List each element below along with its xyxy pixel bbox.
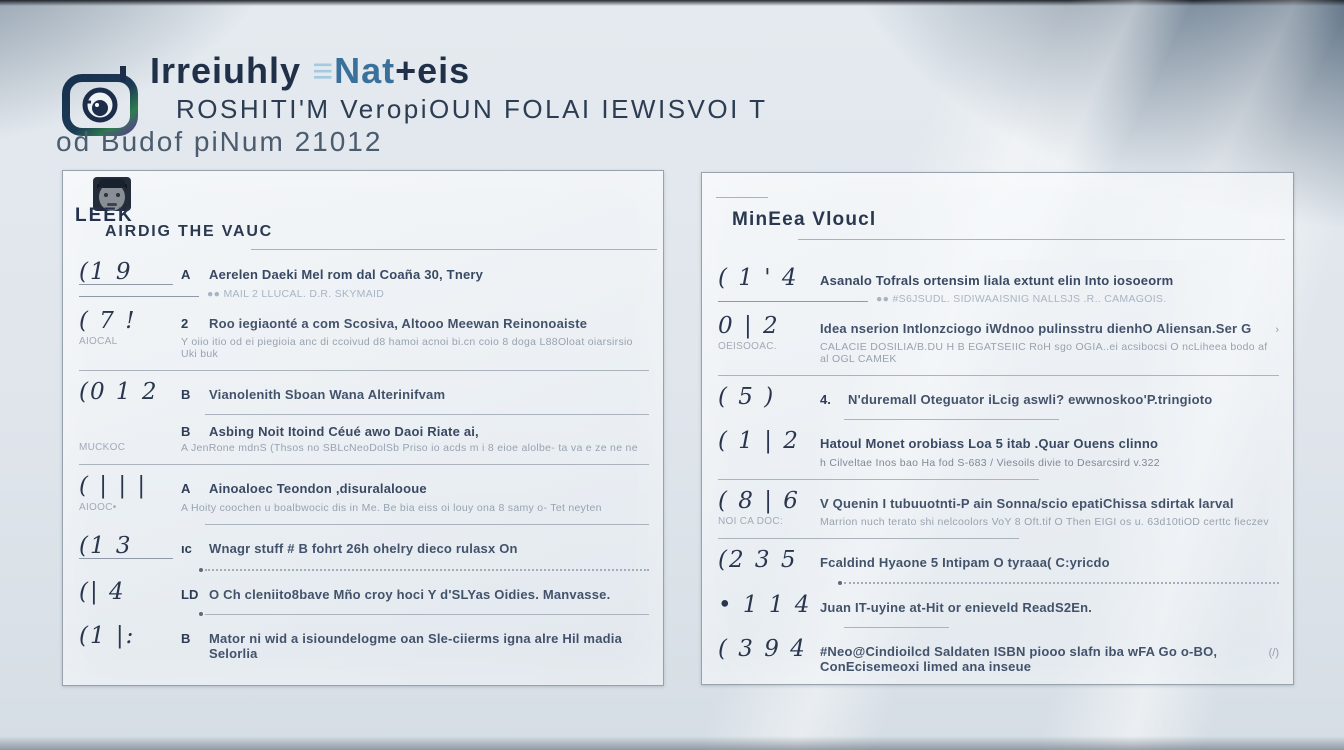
dash-line [718,301,868,302]
divider [718,375,1279,376]
item-title: Juan IT-uyine at-Hit or enieveld ReadS2En. [820,599,1093,615]
title-part2: Nat [334,50,396,91]
handwritten-number: (| 4 [79,578,126,605]
chevron-right-icon[interactable]: › [1275,324,1279,337]
list-item[interactable] [718,314,1279,338]
item-subtext: ●● #S6JSUDL. SIDIWAAISNIG NALLSJS .R.. CAMAGOIS. [876,293,1167,306]
divider [716,197,768,198]
divider [798,239,1285,240]
item-title: V Quenin I tubuuotnti-P ain Sonna/scio epatiChissa sdirtak larval [820,495,1234,511]
item-subtext-row [718,457,1279,469]
item-subtext-row [79,502,649,514]
dash-line [79,296,199,297]
item-title: Vianolenith Sboan Wana Alterinifvam [209,387,446,403]
item-subtext: CALACIE DOSILIA/B.DU H B EGATSEIIC RoH sgo OGIA..ei acsibocsi O ncLiheea bodo af al OGL CAMEK [820,341,1268,366]
item-title: Wnagr stuff # B fohrt 26h ohelry dieco rulasx On [209,540,518,556]
divider [79,464,649,465]
divider [844,419,1059,420]
stacked-lines-icon: ≡ [312,50,335,91]
divider [844,627,949,628]
item-sublabel: AIOOC• [79,501,117,513]
left-item-list [79,251,649,661]
edge-mark: (/) [1268,646,1279,659]
item-subtext: Marrion nuch terato shi nelcoolors VoY 8 Oft.tif O Then EIGI os u. 63d10tiOD certtc fieczev [820,515,1269,528]
item-sublabel: OEISOOAC. [718,341,777,353]
list-item[interactable] [718,593,1279,617]
handwritten-number: • 1 1 4 [718,591,812,618]
title-part3: +eis [395,50,471,91]
item-subtext: A Hoity coochen u boalbwocic dis in Me. Be bia eiss oi louy ona 8 samy o- Tet neyten [181,501,602,514]
item-title: #Neo@Cindioilcd Saldaten ISBN piooo slafn iba wFA Go o-BO, ConEcisemeoxi limed ana inseue [820,643,1218,674]
item-title: Roo iegiaonté a com Scosiva, Altooo Meewan Reinonoaiste [209,316,588,332]
divider [205,614,649,615]
dotted-divider [205,569,649,571]
divider [718,479,1039,480]
page-title [150,50,470,92]
item-subtext-row [79,336,649,360]
handwritten-number: ( 1 ' 4 [718,265,799,291]
left-panel [62,170,664,686]
handwritten-number: ( 3 9 4 [718,635,807,662]
item-title: Asbing Noit Itoind Céué awo Daoi Riate ai, [209,424,479,440]
item-subtext-row [79,288,649,300]
item-subtext-row [718,293,1279,305]
item-icon: A [181,267,191,282]
handwritten-number: 0 | 2 [718,313,780,340]
handwritten-number: (1 3 [79,534,173,559]
item-icon: B [181,387,191,403]
list-item[interactable] [718,385,1279,409]
divider [251,249,657,250]
item-subtext-row [718,341,1279,365]
divider [205,524,649,525]
item-title: N'duremall Oteguator iLcig aswli? ewwnoskoo'P.tringioto [848,392,1213,408]
list-item[interactable] [79,309,649,333]
item-icon: LD [181,586,199,602]
dotted-divider [844,582,1279,584]
handwritten-number: (1 |: [79,622,136,649]
right-item-list [718,257,1279,674]
list-item[interactable] [79,580,649,604]
handwritten-number: ( 7 ! [79,308,137,335]
item-title: Idea nserion Intlonzciogo iWdnoo pulinsstru dienhO Aliensan.Ser G [820,321,1252,337]
item-subtext: A JenRone mdnS (Thsos no SBLcNeoDolSb Priso io acds m i 8 eioe alolbe- ta va e ze ne ne [181,442,638,455]
page-subtitle: ROSHITI'M VeropiOUN FOLAI IEWISVOI T [176,94,768,124]
list-item[interactable] [718,489,1279,513]
handwritten-number: ( 1 | 2 [718,428,800,455]
page-subtitle-2: od Budof piNum 21012 [56,126,383,157]
item-sublabel: AIOCAL [79,336,118,348]
handwritten-number: (1 9 [79,260,173,285]
item-title: Ainoaloec Teondon ,disuralalooue [209,481,427,497]
list-item[interactable] [79,624,649,661]
item-title: O Ch cleniito8bave Mño croy hoci Y d'SLYas Oidies. Manvasse. [209,586,611,602]
right-panel [701,172,1294,685]
item-subtext-row [79,442,649,454]
list-item[interactable] [79,424,649,439]
item-title: Fcaldind Hyaone 5 Intipam O tyraaa( C:yricdo [820,554,1110,570]
list-item[interactable] [718,266,1279,290]
handwritten-number: (0 1 2 [79,379,159,406]
item-title: Aerelen Daeki Mel rom dal Coaña 30, Tnery [209,267,484,282]
item-subtext: Y oiio itio od ei piegioia anc di ccoivud d8 hamoi acnoi bi.cn coio 8 doga L88Oloat oiarsirsio Uki buk [181,336,633,361]
list-item[interactable] [718,548,1279,572]
list-item[interactable] [79,534,649,559]
handwritten-number: ( 5 ) [718,384,776,411]
item-subtext-row [718,516,1279,528]
avatar-label: LEEK [75,205,134,226]
item-title: Asanalo Tofrals ortensim liala extunt elin Into iosoeorm [820,273,1174,288]
item-icon: B [181,424,191,440]
right-panel-heading: MinEea Vloucl [732,209,877,230]
divider [79,370,649,371]
item-icon: B [181,630,191,646]
title-part1: Irreiuhly [150,50,313,91]
item-sublabel [718,457,812,469]
handwritten-number: ( 8 | 6 [718,487,800,514]
item-sublabel: MUCKOC [79,442,126,454]
list-item[interactable] [79,260,649,285]
list-item[interactable] [79,474,649,498]
divider [205,414,649,415]
handwritten-number: ( | | | [79,473,148,500]
list-item[interactable] [718,637,1279,674]
item-title: Mator ni wid a isioundelogme oan Sle-ciierms igna alre Hil madia Selorlia [209,630,623,661]
list-item[interactable] [718,429,1279,453]
item-icon: A [181,481,191,497]
item-icon: 2 [181,316,189,332]
item-icon: 4. [820,392,831,408]
left-panel-heading: AIRDIG THE VAUC [105,223,274,240]
list-item[interactable] [79,380,649,404]
divider [718,538,1019,539]
item-subtext: ●● MAIL 2 LLUCAL. D.R. SKYMAID [207,288,385,301]
handwritten-number: (2 3 5 [718,546,798,573]
item-sublabel: NOI CA DOC: [718,515,783,527]
item-icon: ıc [181,540,192,556]
item-subtext: h Cilveltae Inos bao Ha fod S-683 / Viesoils divie to Desarcsird v.322 [820,456,1160,469]
item-title: Hatoul Monet orobiass Loa 5 itab .Quar Ouens clinno [820,436,1159,452]
